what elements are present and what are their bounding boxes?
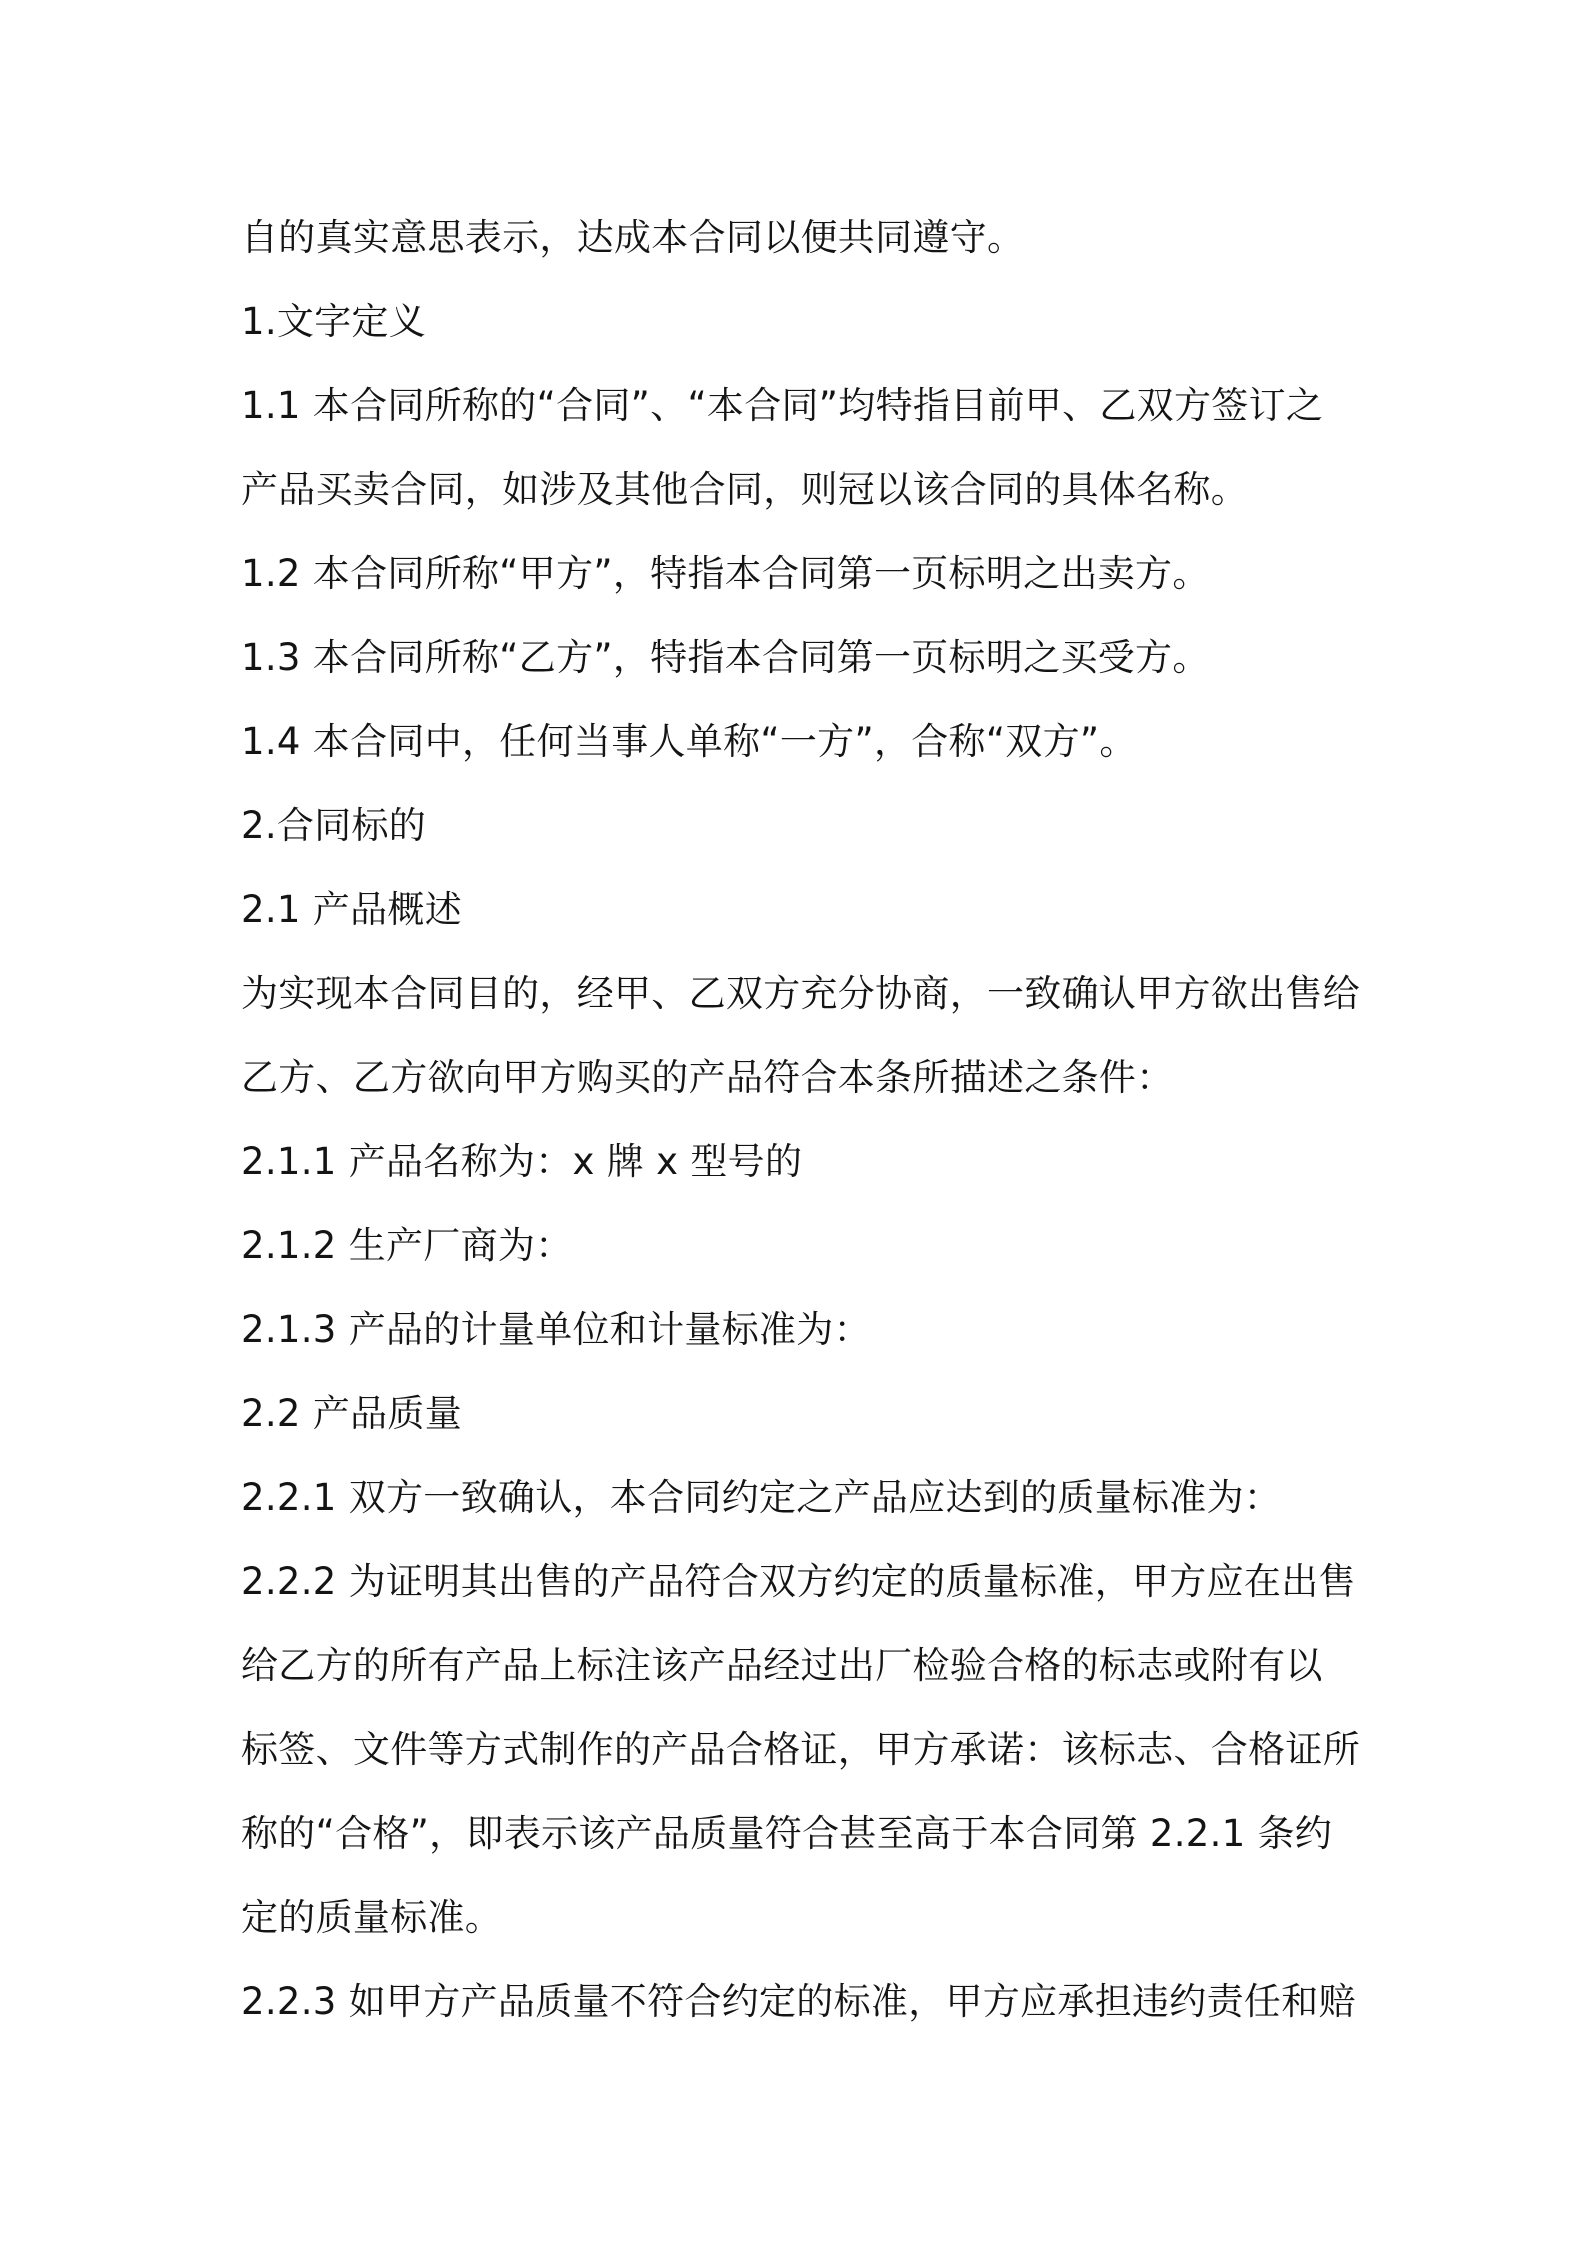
section-heading: 1.文字定义 (241, 300, 427, 343)
text-line: 2.1.1 产品名称为：x 牌 x 型号的 (241, 1140, 803, 1183)
text-line: 称的“合格”，即表示该产品质量符合甚至高于本合同第 2.2.1 条约 (241, 1812, 1333, 1855)
text-line: 2.2.3 如甲方产品质量不符合约定的标准，甲方应承担违约责任和赔 (241, 1980, 1356, 2023)
text-line: 定的质量标准。 (241, 1896, 503, 1939)
text-line: 2.2.2 为证明其出售的产品符合双方约定的质量标准，甲方应在出售 (241, 1560, 1356, 1603)
text-line: 2.1.2 生产厂商为： (241, 1224, 573, 1267)
subsection-heading: 2.2 产品质量 (241, 1392, 463, 1435)
text-line: 自的真实意思表示，达成本合同以便共同遵守。 (241, 216, 1025, 259)
text-line: 2.2.1 双方一致确认，本合同约定之产品应达到的质量标准为： (241, 1476, 1282, 1519)
text-line: 1.3 本合同所称“乙方”，特指本合同第一页标明之买受方。 (241, 636, 1210, 679)
text-line: 标签、文件等方式制作的产品合格证，甲方承诺：该标志、合格证所 (241, 1728, 1360, 1771)
section-heading: 2.合同标的 (241, 804, 427, 847)
text-line: 产品买卖合同，如涉及其他合同，则冠以该合同的具体名称。 (241, 468, 1249, 511)
text-line: 2.1.3 产品的计量单位和计量标准为： (241, 1308, 871, 1351)
subsection-heading: 2.1 产品概述 (241, 888, 463, 931)
contract-text-body (241, 196, 1361, 2044)
text-line: 1.4 本合同中，任何当事人单称“一方”，合称“双方”。 (241, 720, 1137, 763)
text-line: 为实现本合同目的，经甲、乙双方充分协商，一致确认甲方欲出售给 (241, 972, 1360, 1015)
text-line: 给乙方的所有产品上标注该产品经过出厂检验合格的标志或附有以 (241, 1644, 1323, 1687)
text-line: 1.1 本合同所称的“合同”、“本合同”均特指目前甲、乙双方签订之 (241, 384, 1324, 427)
text-line: 乙方、乙方欲向甲方购买的产品符合本条所描述之条件： (241, 1056, 1174, 1099)
text-line: 1.2 本合同所称“甲方”，特指本合同第一页标明之出卖方。 (241, 552, 1210, 595)
